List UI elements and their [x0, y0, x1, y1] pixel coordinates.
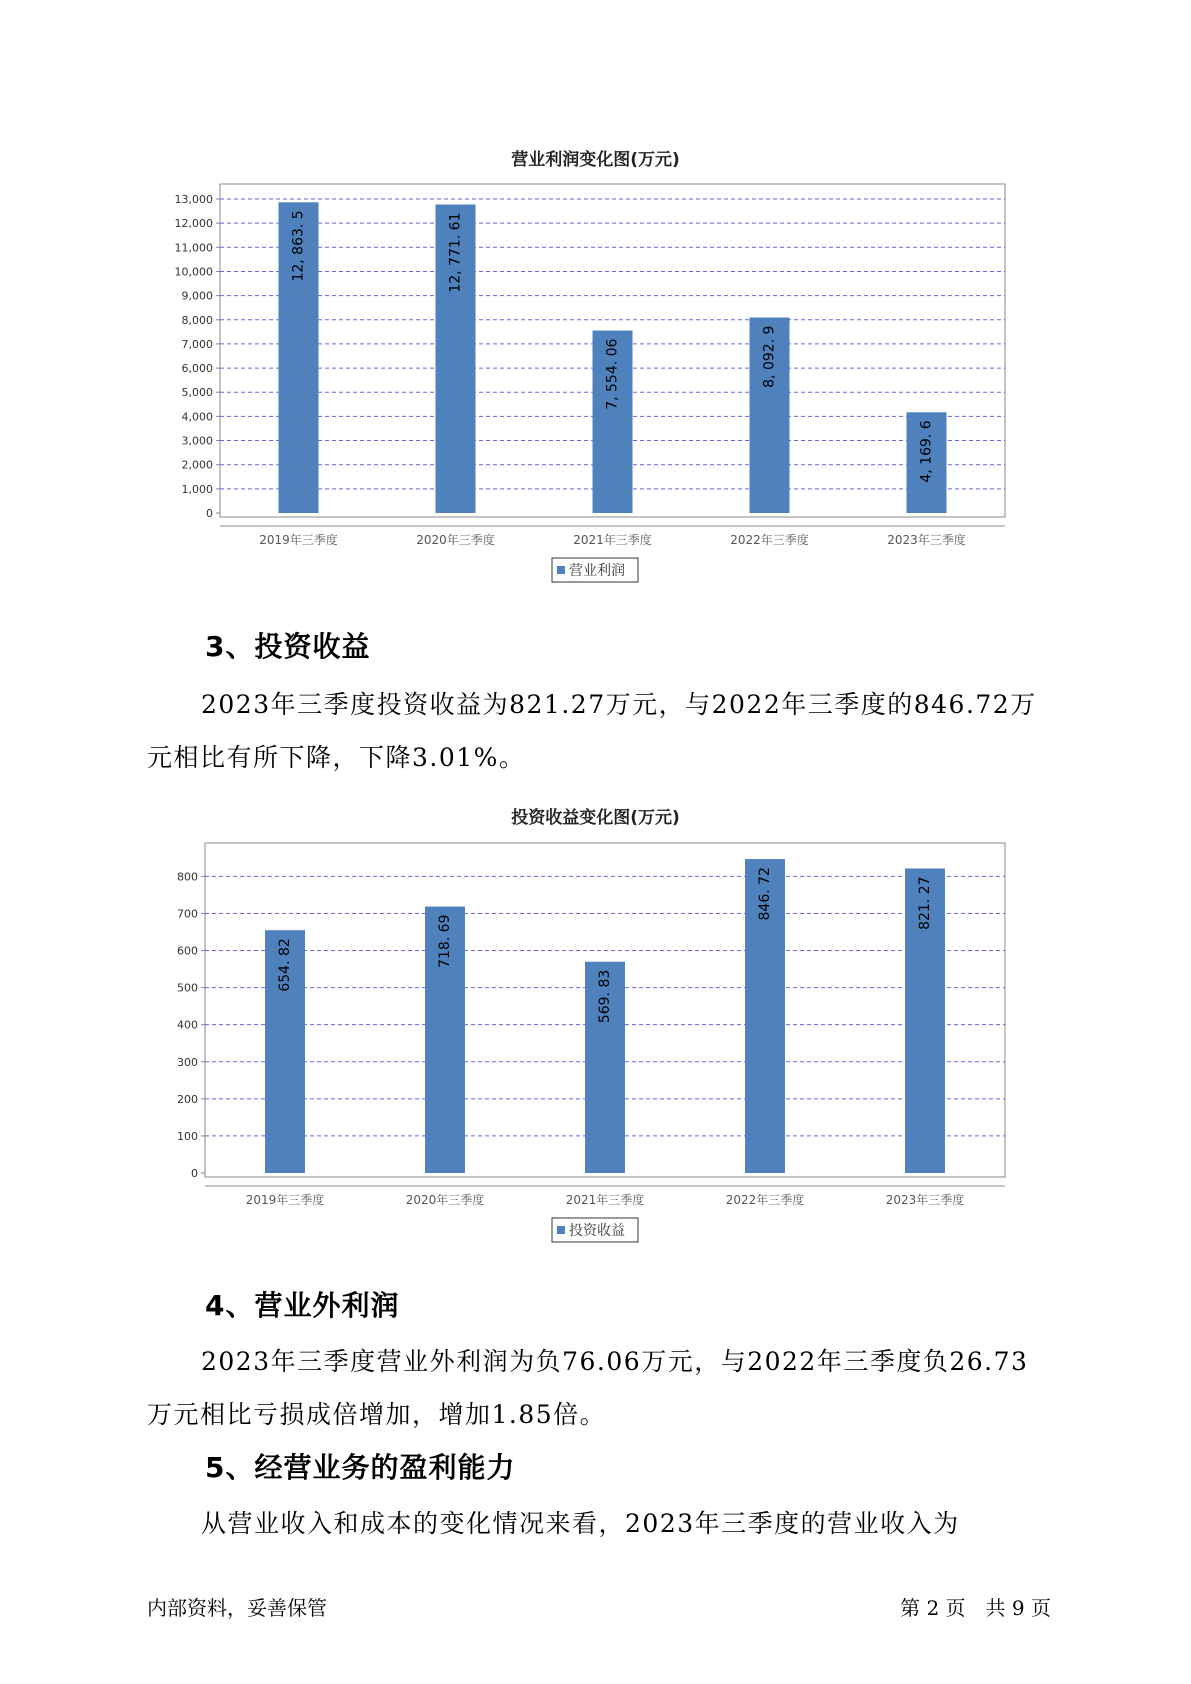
- x-tick-label: 2020年三季度: [416, 533, 495, 547]
- x-tick-label: 2022年三季度: [725, 1193, 805, 1207]
- x-tick-label: 2021年三季度: [573, 533, 652, 547]
- legend-swatch: [557, 566, 565, 574]
- bar-value-label: 654. 82: [277, 938, 293, 992]
- bar-value-label: 12, 771. 61: [447, 212, 464, 293]
- legend-label: 营业利润: [569, 563, 625, 579]
- operating-profit-chart: [0, 170, 1191, 600]
- y-tick-label: 13,000: [174, 193, 213, 206]
- bar-value-label: 718. 69: [437, 914, 453, 968]
- y-tick-label: 11,000: [174, 241, 213, 255]
- operating-profit-chart-title: 营业利润变化图(万元): [511, 150, 680, 170]
- bar-value-label: 4, 169. 6: [918, 420, 935, 483]
- y-tick-label: 200: [177, 1092, 198, 1106]
- y-tick-label: 500: [177, 981, 198, 995]
- x-tick-label: 2019年三季度: [259, 533, 338, 547]
- y-tick-label: 1,000: [181, 482, 213, 496]
- y-tick-label: 400: [177, 1018, 198, 1032]
- y-tick-label: 0: [206, 507, 213, 520]
- bar-value-label: 821. 27: [917, 876, 933, 930]
- x-tick-label: 2021年三季度: [565, 1193, 645, 1207]
- legend-swatch: [557, 1226, 565, 1234]
- y-tick-label: 2,000: [181, 458, 213, 472]
- bar-value-label: 12, 863. 5: [290, 210, 307, 282]
- bar-value-label: 569. 83: [597, 969, 613, 1024]
- footer-confidential-note: 内部资料，妥善保管: [147, 1596, 327, 1620]
- section-3-paragraph: 2023年三季度投资收益为821.27万元，与2022年三季度的846.72万元相比有所下降，下降3.01%。: [147, 690, 1037, 772]
- x-tick-label: 2020年三季度: [405, 1193, 485, 1207]
- y-tick-label: 300: [177, 1055, 198, 1069]
- x-tick-label: 2023年三季度: [887, 533, 966, 547]
- y-tick-label: 9,000: [181, 289, 213, 303]
- y-tick-label: 600: [177, 944, 198, 958]
- legend-label: 投资收益: [569, 1223, 625, 1239]
- y-tick-label: 700: [177, 907, 198, 921]
- bar-value-label: 846. 72: [757, 867, 773, 921]
- y-tick-label: 800: [177, 870, 198, 884]
- section-5-heading: 5、经营业务的盈利能力: [205, 1451, 516, 1484]
- x-tick-label: 2023年三季度: [885, 1193, 965, 1207]
- y-tick-label: 100: [177, 1129, 198, 1143]
- y-tick-label: 10,000: [174, 265, 213, 279]
- x-tick-label: 2022年三季度: [730, 533, 809, 547]
- y-tick-label: 8,000: [181, 313, 213, 327]
- investment-income-chart-title: 投资收益变化图(万元): [511, 808, 680, 828]
- y-tick-label: 0: [191, 1167, 198, 1180]
- section-3-heading: 3、投资收益: [205, 630, 371, 663]
- y-tick-label: 7,000: [181, 337, 213, 351]
- footer-page-number: 第 2 页 共 9 页: [900, 1596, 1051, 1620]
- bar-value-label: 8, 092. 9: [761, 325, 778, 388]
- bar-value-label: 7, 554. 06: [604, 338, 621, 410]
- x-tick-label: 2019年三季度: [245, 1193, 325, 1207]
- y-tick-label: 6,000: [181, 362, 213, 376]
- y-tick-label: 5,000: [181, 386, 213, 400]
- y-tick-label: 3,000: [181, 434, 213, 448]
- section-4-heading: 4、营业外利润: [205, 1289, 400, 1322]
- y-tick-label: 4,000: [181, 410, 213, 424]
- section-4-paragraph: 2023年三季度营业外利润为负76.06万元，与2022年三季度负26.73万元相比亏损成倍增加，增加1.85倍。: [147, 1347, 1029, 1429]
- y-tick-label: 12,000: [174, 217, 213, 231]
- section-5-paragraph: 从营业收入和成本的变化情况来看，2023年三季度的营业收入为: [201, 1509, 960, 1538]
- investment-income-chart: [0, 830, 1191, 1260]
